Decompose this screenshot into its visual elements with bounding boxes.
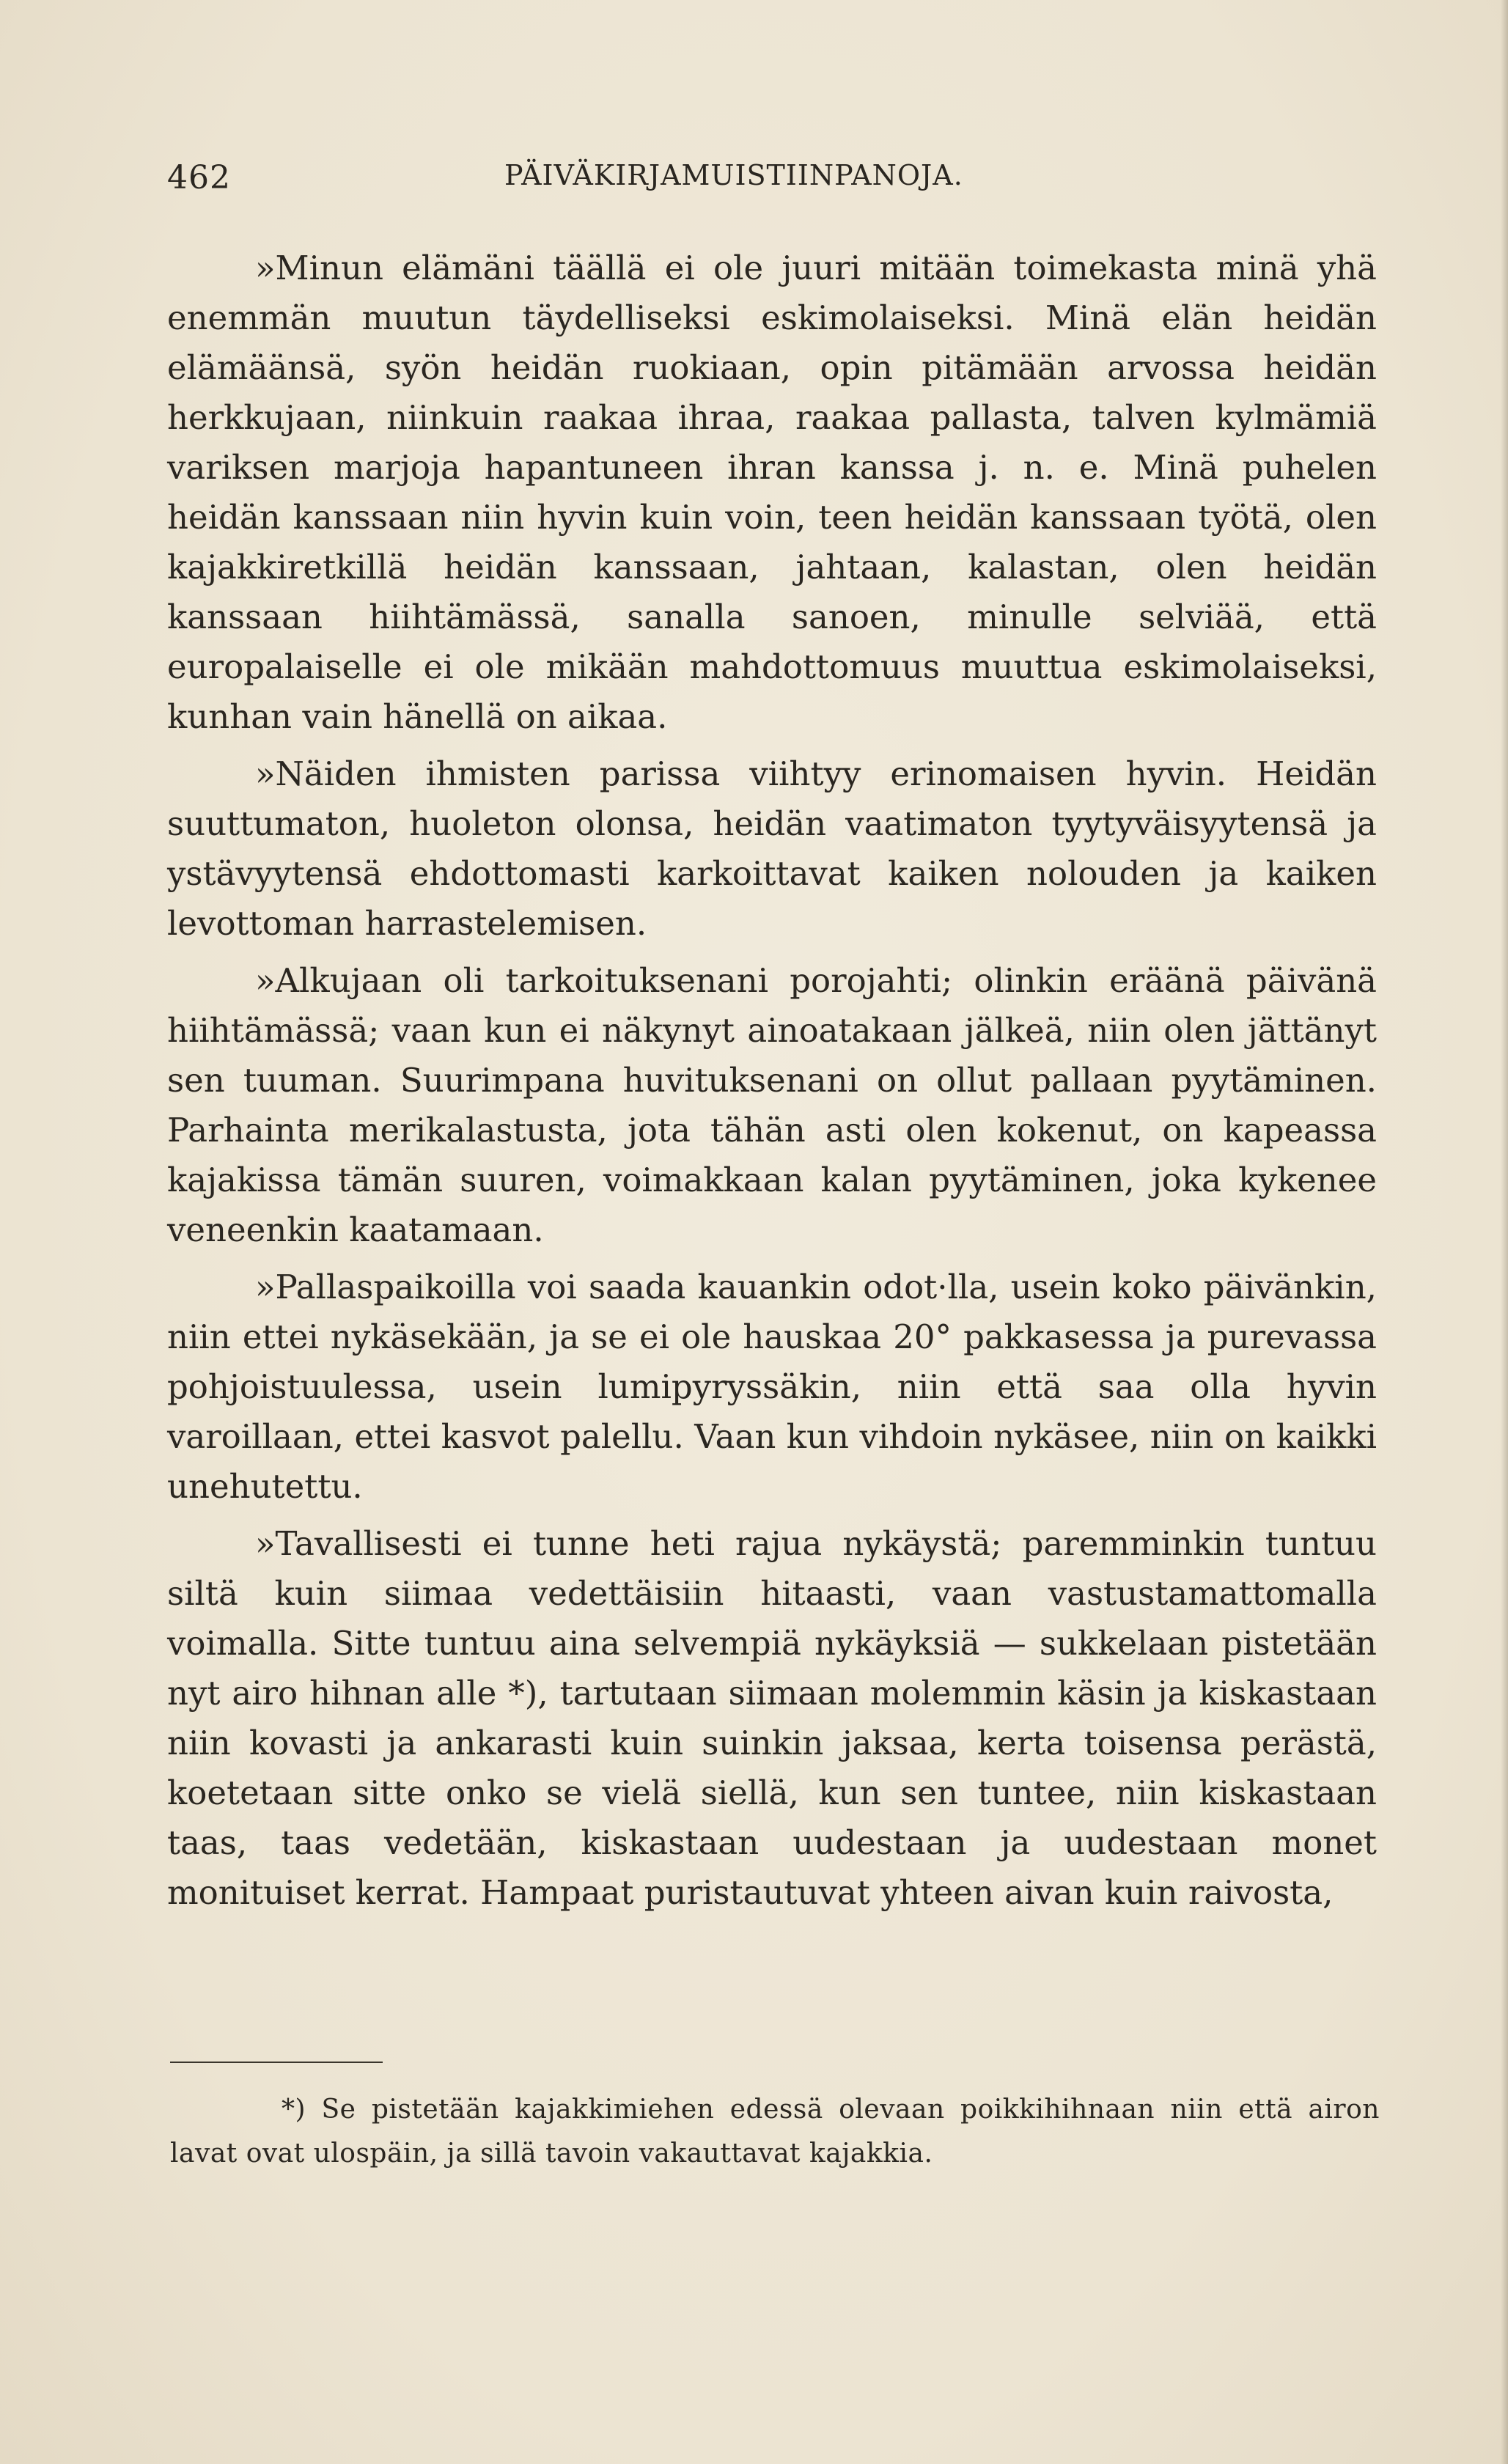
page-number: 462 — [167, 159, 231, 196]
paragraph: »Pallaspaikoilla voi saada kauankin odot·lla, usein koko päivänkin, niin ettei nykäsekään, ja se ei ole hauskaa 20° pakkasessa ja purevassa pohjoistuulessa, usein lumipyryssäkin, niin että saa olla hyvin varoillaan, ettei kasvot palellu. Vaan kun vihdoin nykäsee, niin on kaikki unehutettu. — [167, 1268, 1377, 1506]
footnote-divider — [170, 2062, 383, 2063]
footnote: *) Se pistetään kajakkimiehen edessä olevaan poikkihihnaan niin että airon lavat ovat ulospäin, ja sillä tavoin vakauttavat kajakkia. — [170, 2095, 1380, 2169]
body-text — [167, 243, 1377, 1925]
paragraph: »Minun elämäni täällä ei ole juuri mitään toimekasta minä yhä enemmän muutun täydelliseksi eskimolaiseksi. Minä elän heidän elämäänsä, syön heidän ruokiaan, opin pitämään arvossa heidän herkkujaan, niinkuin raakaa ihraa, raakaa pallasta, talven kylmämiä variksen marjoja hapantuneen ihran kanssa j. n. e. Minä puhelen heidän kanssaan niin hyvin kuin voin, teen heidän kanssaan työtä, olen kajakkiretkillä heidän kanssaan, jahtaan, kalastan, olen heidän kanssaan hiihtämässä, sanalla sanoen, minulle selviää, että europalaiselle ei ole mikään mahdottomuus muuttua eskimolaiseksi, kunhan vain hänellä on aikaa. — [167, 249, 1377, 736]
paragraph: »Näiden ihmisten parissa viihtyy erinomaisen hyvin. Heidän suuttumaton, huoleton olonsa, heidän vaatimaton tyytyväisyytensä ja ystävyytensä ehdottomasti karkoittavat kaiken nolouden ja kaiken levottoman harrastelemisen. — [167, 754, 1377, 943]
page-edge-shadow — [1501, 0, 1508, 2464]
paragraph: »Tavallisesti ei tunne heti rajua nykäystä; paremminkin tuntuu siltä kuin siimaa vedettäisiin hitaasti, vaan vastustamattomalla voimalla. Sitte tuntuu aina selvempiä nykäyksiä — sukkelaan pistetään nyt airo hihnan alle *), tartutaan siimaan molemmin käsin ja kiskastaan niin kovasti ja ankarasti kuin suinkin jaksaa, kerta toisensa perästä, koetetaan sitte onko se vielä siellä, kun sen tuntee, niin kiskastaan taas, taas vedetään, kiskastaan uudestaan ja uudestaan monet monituiset kerrat. Hampaat puristautuvat yhteen aivan kuin raivosta, — [167, 1524, 1377, 1912]
paragraph: »Alkujaan oli tarkoituksenani porojahti; olinkin eräänä päivänä hiihtämässä; vaan kun ei näkynyt ainoatakaan jälkeä, niin olen jättänyt sen tuuman. Suurimpana huvituksenani on ollut pallaan pyytäminen. Parhainta merikalastusta, jota tähän asti olen kokenut, on kapeassa kajakissa tämän suuren, voimakkaan kalan pyytäminen, joka kykenee veneenkin kaatamaan. — [167, 961, 1377, 1249]
running-head: PÄIVÄKIRJAMUISTIINPANOJA. — [504, 159, 963, 191]
page-header — [167, 150, 1377, 202]
